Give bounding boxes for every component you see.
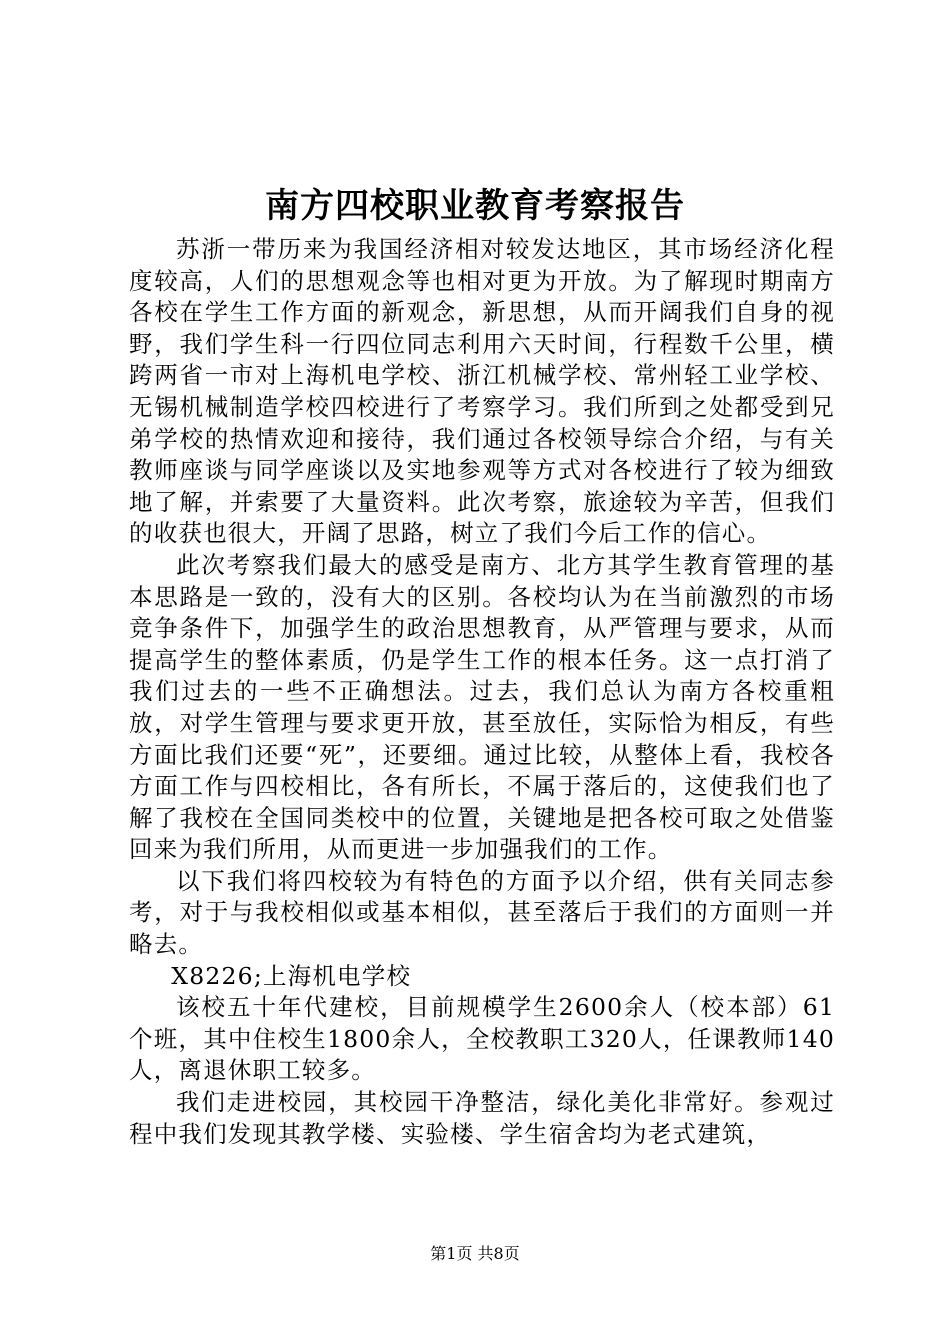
page-footer: 第1页 共8页 <box>430 1244 520 1263</box>
body-paragraph: 我们走进校园，其校园干净整洁，绿化美化非常好。参观过程中我们发现其教学楼、实验楼、学生宿舍均为老式建筑， <box>129 1088 835 1148</box>
document-title: 南方四校职业教育考察报告 <box>265 186 685 226</box>
body-paragraph: 该校五十年代建校，目前规模学生2600余人（校本部）61个班，其中住校生1800余人，全校教职工320人，任课教师140人，离退休职工较多。 <box>129 993 835 1085</box>
document-body <box>129 234 835 1150</box>
body-paragraph: 此次考察我们最大的感受是南方、北方其学生教育管理的基本思路是一致的，没有大的区别。各校均认为在当前激烈的市场竞争条件下，加强学生的政治思想教育，从严管理与要求，从而提高学生的整体素质，仍是学生工作的根本任务。这一点打消了我们过去的一些不正确想法。过去，我们总认为南方各校重粗放，对学生管理与要求更开放，甚至放任，实际恰为相反，有些方面比我们还要“死”，还要细。通过比较，从整体上看，我校各方面工作与四校相比，各有所长，不属于落后的，这使我们也了解了我校在全国同类校中的位置，关键地是把各校可取之处借鉴回来为我们所用，从而更进一步加强我们的工作。 <box>129 550 835 864</box>
section-heading: X8226;上海机电学校 <box>171 961 412 990</box>
body-paragraph: 以下我们将四校较为有特色的方面予以介绍，供有关同志参考，对于与我校相似或基本相似，甚至落后于我们的方面则一并略去。 <box>129 866 835 959</box>
body-paragraph: 苏浙一带历来为我国经济相对较发达地区，其市场经济化程度较高，人们的思想观念等也相对更为开放。为了解现时期南方各校在学生工作方面的新观念，新思想，从而开阔我们自身的视野，我们学生科一行四位同志利用六天时间，行程数千公里，横跨两省一市对上海机电学校、浙江机械学校、常州轻工业学校、无锡机械制造学校四校进行了考察学习。我们所到之处都受到兄弟学校的热情欢迎和接待，我们通过各校领导综合介绍，与有关教师座谈与同学座谈以及实地参观等方式对各校进行了较为细致地了解，并索要了大量资料。此次考察，旅途较为辛苦，但我们的收获也很大，开阔了思路，树立了我们今后工作的信心。 <box>129 235 835 548</box>
